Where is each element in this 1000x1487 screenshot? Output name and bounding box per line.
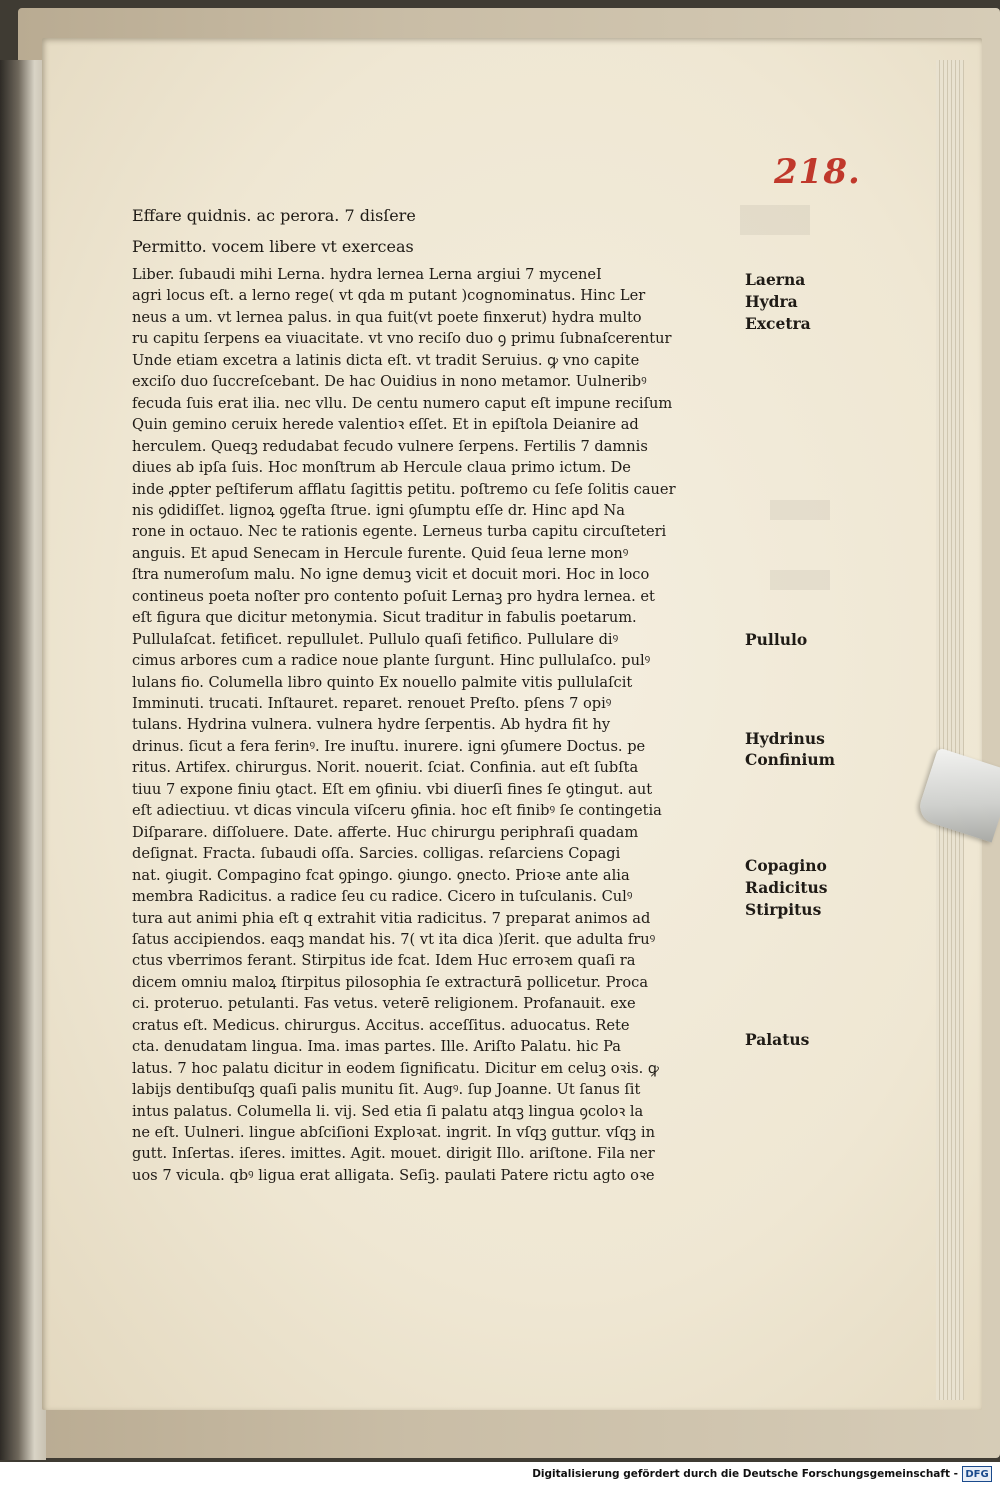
text-line: lulans fio. Columella libro quinto Ex nouello palmite vitis pullulaſcit: [132, 673, 633, 691]
text-line: membra Radicitus. a radice ſeu cu radice. Cicero in tuſculanis. Culꝰ: [132, 888, 633, 906]
dfg-logo: DFG: [962, 1466, 992, 1482]
text-line: Pullulaſcat. fetificet. repullulet. Pullulo quaſi fetifico. Pullulare diꝰ: [132, 630, 619, 648]
show-through-shadow: [740, 205, 810, 235]
text-line: ru capitu ſerpens ea viuacitate. vt vno reciſo duo ꝯ primu ſubnaſcerentur: [132, 330, 672, 348]
margin-note: Copagino: [745, 856, 827, 875]
text-line: ctus vberrimos ferant. Stirpitus ide fcat. Idem Huc erroꝛem quaſi ra: [132, 952, 636, 970]
text-line: tura aut animi phia eſt q extrahit vitia radicitus. 7 preparat animos ad: [132, 909, 651, 927]
margin-note: Palatus: [745, 1030, 810, 1049]
text-line: agri locus eſt. a lerno rege( vt qda m putant )cognominatus. Hinc Ler: [132, 287, 646, 305]
text-line: ne eſt. Uulneri. lingue abſciſioni Exploꝛat. ingrit. In vſqꝫ guttur. vſqꝫ in: [132, 1124, 655, 1141]
text-line: fecuda ſuis erat ilia. nec vllu. De centu numero caput eſt impune reciſum: [132, 394, 673, 412]
text-line: intus palatus. Columella li. vij. Sed etia ſi palatu atqꝫ lingua ꝯcoloꝛ la: [132, 1102, 644, 1120]
text-line: Imminuti. trucati. Inſtauret. reparet. renouet Preſto. pſens 7 opiꝰ: [132, 695, 612, 712]
text-line: Unde etiam excetra a latinis dicta eſt. vt tradit Seruius. ꝙ vno capite: [132, 351, 640, 369]
facing-page-edge: [0, 60, 46, 1460]
text-line: uos 7 vicula. qbꝰ ligua erat alligata. Seſiꝫ. paulati Patere rictu agto oꝛe: [132, 1166, 655, 1184]
text-line: ſtra numeroſum malu. No igne demuꝫ vicit et docuit mori. Hoc in loco: [132, 566, 650, 584]
text-line: labijs dentibuſqꝫ quaſi palis munitu ſit. Augꝰ. ſup Joanne. Ut ſanus ſit: [132, 1081, 641, 1099]
show-through-shadow: [770, 570, 830, 590]
text-line: cta. denudatam lingua. Ima. imas partes. Ille. Ariſto Palatu. hic Pa: [132, 1038, 621, 1056]
text-line: neus a um. vt lernea palus. in qua fuit(vt poete finxerut) hydra multo: [132, 308, 642, 326]
text-line: Quin gemino ceruix herede valentioꝛ eſſet. Et in epiſtola Deianire ad: [132, 416, 639, 434]
text-line: cratus eſt. Medicus. chirurgus. Accitus. acceſſitus. aduocatus. Rete: [132, 1016, 630, 1034]
heading-line: Permitto. vocem libere vt exerceas: [132, 237, 414, 256]
folio-number: 218.: [774, 152, 861, 192]
text-line: eſt figura que dicitur metonymia. Sicut traditur in fabulis poetarum.: [132, 609, 637, 627]
text-line: gutt. Inſertas. iſeres. imittes. Agit. mouet. dirigit Illo. ariſtone. Fila ner: [132, 1145, 655, 1163]
text-line: dicem omniu maloꝝ ſtirpitus pilosophia ſe extracturā pollicetur. Proca: [132, 973, 649, 991]
margin-note: Radicitus: [745, 878, 828, 897]
text-line: inde ꝓpter peſtiferum afflatu ſagittis petitu. poſtremo cu ſeſe ſolitis cauer: [132, 480, 676, 498]
text-line: deſignat. Fracta. ſubaudi oſſa. Sarcies. colligas. reſarciens Copagi: [132, 845, 621, 863]
margin-note: Confinium: [745, 750, 836, 769]
text-line: latus. 7 hoc palatu dicitur in eodem ſignificatu. Dicitur em celuꝫ oꝛis. ꝙ: [132, 1059, 659, 1077]
text-line: contineus poeta noſter pro contento poſuit Lernaꝫ pro hydra lernea. et: [132, 587, 655, 605]
text-line: ſatus accipiendos. eaqꝫ mandat his. 7( vt ita dica )ſerit. que adulta fruꝰ: [132, 930, 656, 948]
text-line: tulans. Hydrina vulnera. vulnera hydre ſerpentis. Ab hydra fit hy: [132, 716, 611, 734]
margin-note: Pullulo: [745, 630, 808, 649]
page-edge-stack: [936, 60, 964, 1400]
text-line: ritus. Artifex. chirurgus. Norit. nouerit. ſciat. Confinia. aut eſt ſubſta: [132, 759, 639, 777]
margin-note: Excetra: [745, 314, 811, 333]
text-line: Liber. ſubaudi mihi Lerna. hydra lernea Lerna argiui 7 myceneI: [132, 266, 602, 283]
text-line: nis ꝯdidiſſet. lignoꝝ ꝯgeſta ſtrue. igni ꝯſumptu eſſe dr. Hinc apd Na: [132, 501, 625, 519]
margin-note: Hydra: [745, 292, 798, 311]
margin-note: Hydrinus: [745, 729, 825, 748]
margin-note: Laerna: [745, 270, 806, 289]
text-line: cimus arbores cum a radice noue plante ſurgunt. Hinc pullulaſco. pulꝰ: [132, 652, 651, 670]
text-line: nat. ꝯiugit. Compagino fcat ꝯpingo. ꝯiungo. ꝯnecto. Prioꝛe ante alia: [132, 866, 630, 884]
margin-note: Stirpitus: [745, 900, 822, 919]
text-line: rone in octauo. Nec te rationis egente. Lerneus turba capitu circuſteteri: [132, 523, 667, 541]
heading-line: Effare quidnis. ac perora. 7 disſere: [132, 206, 416, 225]
text-line: diues ab ipſa ſuis. Hoc monſtrum ab Hercule claua primo ictum. De: [132, 459, 631, 477]
text-line: Diſparare. diſſoluere. Date. afferte. Huc chirurgu periphraſi quadam: [132, 823, 639, 841]
show-through-shadow: [770, 500, 830, 520]
text-line: ci. proteruo. petulanti. Fas vetus. veterē religionem. Profanauit. exe: [132, 995, 636, 1013]
text-line: exciſo duo ſuccreſcebant. De hac Ouidius in nono metamor. Uulneribꝰ: [132, 373, 647, 391]
footer-credit: Digitalisierung gefördert durch die Deutsche Forschungsgemeinschaft -: [532, 1468, 958, 1480]
text-line: drinus. ſicut a fera ferinꝰ. Ire inuſtu. inurere. igni ꝯſumere Doctus. pe: [132, 737, 646, 755]
digitization-footer: [0, 1462, 1000, 1487]
text-line: anguis. Et apud Senecam in Hercule furente. Quid ſeua lerne monꝰ: [132, 544, 629, 562]
text-line: tiuu 7 expone finiu ꝯtact. Eſt em ꝯfiniu. vbi diuerſi fines ſe ꝯtingut. aut: [132, 780, 653, 798]
text-line: eſt adiectiuu. vt dicas vincula viſceru ꝯfinia. hoc eſt finibꝰ ſe contingetia: [132, 802, 662, 820]
text-line: herculem. Queqꝫ redudabat fecudo vulnere ſerpens. Fertilis 7 damnis: [132, 437, 648, 455]
